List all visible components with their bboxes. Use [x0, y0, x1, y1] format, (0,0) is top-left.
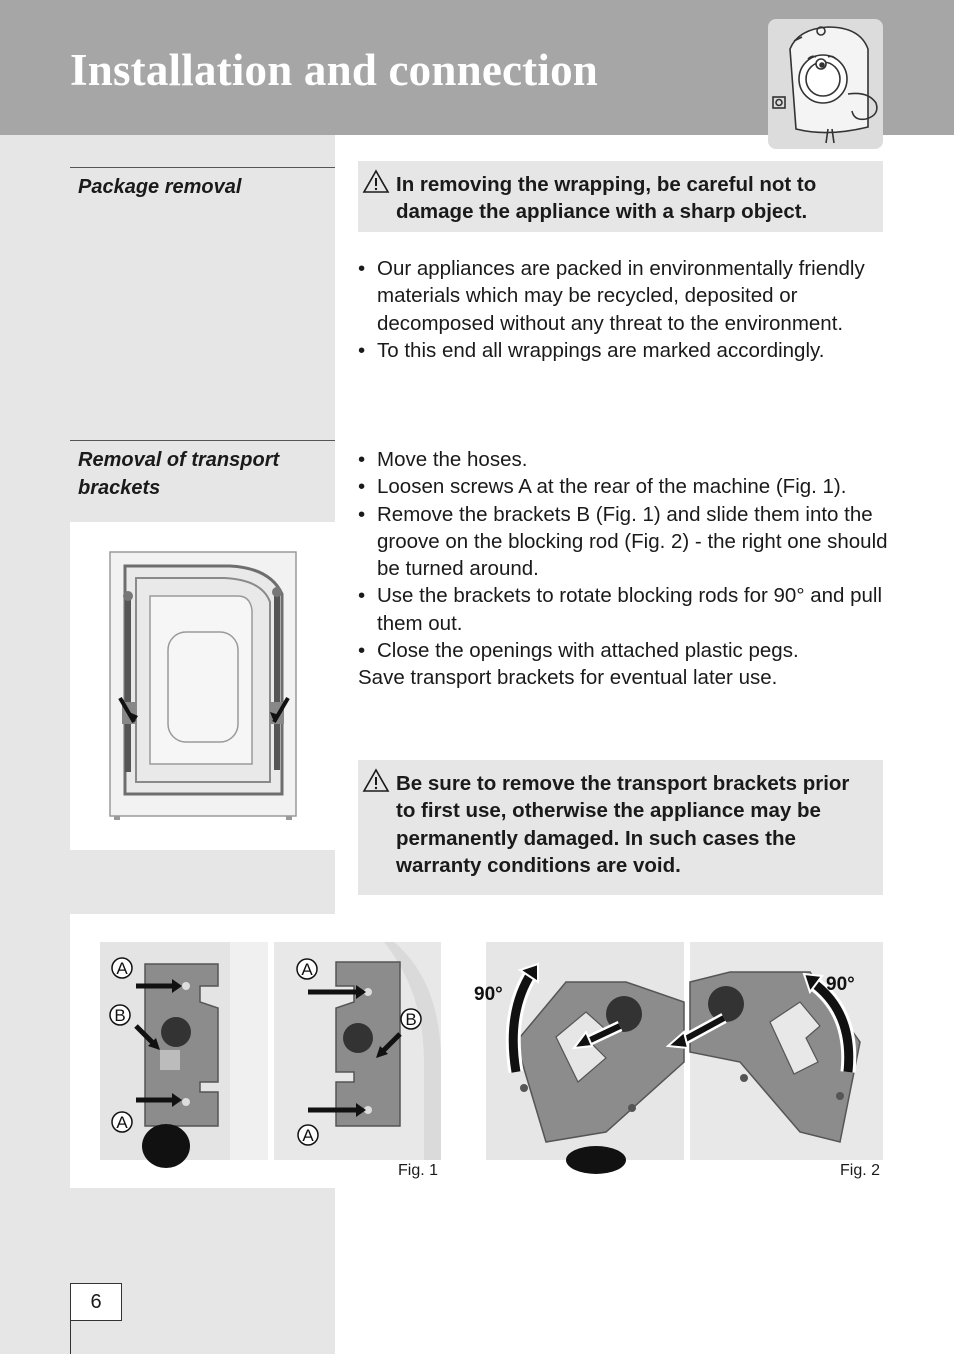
list-item: • To this end all wrappings are marked accordingly. [358, 337, 888, 364]
warning-triangle-icon [362, 768, 390, 793]
figures-panel [70, 914, 883, 1188]
page-number-rule [70, 1320, 71, 1354]
transport-bullet-list [358, 446, 888, 692]
fig1-label-a: A [302, 1126, 314, 1145]
fig1-label-a: A [301, 960, 313, 979]
warning-triangle-icon [362, 169, 390, 194]
transport-warning-text: Be sure to remove the transport brackets prior to first use, otherwise the appliance may be permanently damaged. In such cases the warranty conditions are void. [396, 772, 850, 877]
fig2-angle-label: 90° [474, 984, 503, 1005]
list-item: • Move the hoses. [358, 446, 888, 473]
fig2-photo-right [690, 942, 883, 1160]
fig2-photo-left [474, 942, 684, 1160]
fig1-label-a: A [116, 959, 128, 978]
transport-warning-box [358, 760, 883, 895]
fig1-label-b: B [405, 1010, 417, 1029]
list-item: • Loosen screws A at the rear of the machine (Fig. 1). [358, 473, 888, 500]
page-header [0, 0, 954, 135]
fig1-photo-right [274, 942, 441, 1160]
fig1-label-a: A [116, 1113, 128, 1132]
list-item: • Remove the brackets B (Fig. 1) and slide them into the groove on the blocking rod (Fig. 2) - the right one should be turned around. [358, 501, 888, 583]
fig2-angle-label: 90° [826, 974, 855, 995]
page-number: 6 [70, 1283, 122, 1321]
washing-machine-mascot-icon [768, 19, 883, 149]
page-title: Installation and connection [70, 45, 598, 95]
transport-note: Save transport brackets for eventual later use. [358, 666, 778, 690]
fig1-photo-left [100, 942, 268, 1160]
section-divider [70, 440, 335, 441]
fig1-label-b: B [114, 1006, 126, 1025]
fig1-caption: Fig. 1 [398, 1162, 439, 1179]
transport-brackets-heading: Removal of transport brackets [78, 449, 280, 499]
package-bullet-list [358, 255, 888, 364]
fig2-caption: Fig. 2 [840, 1162, 881, 1179]
machine-rear-illustration [70, 522, 335, 850]
section-divider [70, 167, 335, 168]
package-removal-heading: Package removal [78, 176, 242, 198]
list-item: • Close the openings with attached plastic pegs. [358, 637, 888, 664]
package-warning-text: In removing the wrapping, be careful not to damage the appliance with a sharp object. [396, 173, 817, 224]
list-item: • Use the brackets to rotate blocking rods for 90° and pull them out. [358, 582, 888, 637]
package-warning-box [358, 161, 883, 232]
list-item: • Our appliances are packed in environmentally friendly materials which may be recycled, deposited or decomposed without any threat to the environment. [358, 255, 888, 337]
